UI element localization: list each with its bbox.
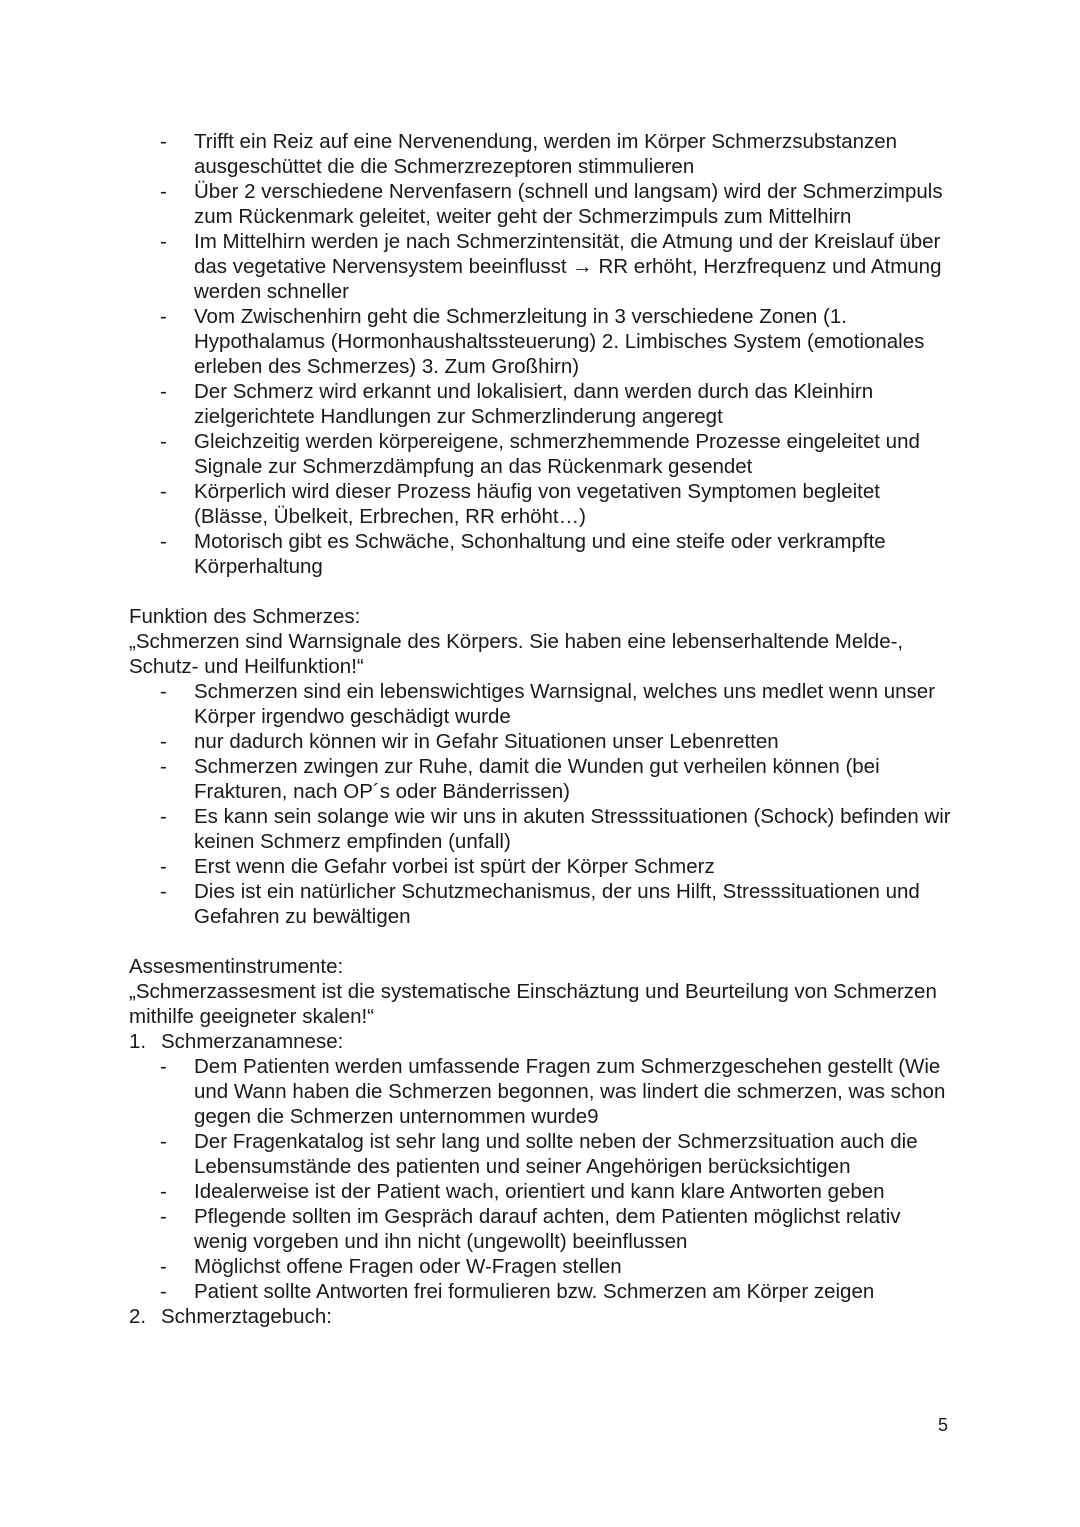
assessment-quote: „Schmerzassesment ist die systematische Einschäztung und Beurteilung von Schmerzen mithilfe geeigneter skalen!“	[129, 980, 937, 1028]
list-item: - Vom Zwischenhirn geht die Schmerzleitung in 3 verschiedene Zonen (1. Hypothalamus (Hormonhaushaltssteuerung) 2. Limbisches System (emotionales erleben des Schmerzes) 3. Zum Großhirn)	[129, 304, 959, 379]
list-item: - Erst wenn die Gefahr vorbei ist spürt der Körper Schmerz	[129, 854, 959, 879]
list-item: - Dem Patienten werden umfassende Fragen zum Schmerzgeschehen gestellt (Wie und Wann haben die Schmerzen begonnen, was lindert die schmerzen, was schon gegen die Schmerzen unternommen wurde9	[129, 1054, 959, 1129]
anamnese-bullet-list	[129, 1054, 959, 1304]
list-item: - Schmerzen sind ein lebenswichtiges Warnsignal, welches uns medlet wenn unser Körper irgendwo geschädigt wurde	[129, 679, 959, 729]
numbered-item-schmerztagebuch	[129, 1304, 959, 1329]
spacer	[129, 929, 959, 954]
function-quote: „Schmerzen sind Warnsignale des Körpers. Sie haben eine lebenserhaltende Melde-, Schutz- und Heilfunktion!“	[129, 630, 904, 678]
list-item: - Es kann sein solange wie wir uns in akuten Stresssituationen (Schock) befinden wir keinen Schmerz empfinden (unfall)	[129, 804, 959, 854]
function-bullet-list	[129, 679, 959, 929]
list-item: - Trifft ein Reiz auf eine Nervenendung, werden im Körper Schmerzsubstanzen ausgeschüttet die die Schmerzrezeptoren stimmulieren	[129, 129, 959, 179]
list-item: - Motorisch gibt es Schwäche, Schonhaltung und eine steife oder verkrampfte Körperhaltung	[129, 529, 959, 579]
list-item: - Pflegende sollten im Gespräch darauf achten, dem Patienten möglichst relativ wenig vorgeben und ihn nicht (ungewollt) beeinflussen	[129, 1204, 959, 1254]
list-item: - Körperlich wird dieser Prozess häufig von vegetativen Symptomen begleitet (Blässe, Übelkeit, Erbrechen, RR erhöht…)	[129, 479, 959, 529]
intro-bullet-list	[129, 129, 959, 579]
list-item: - Der Schmerz wird erkannt und lokalisiert, dann werden durch das Kleinhirn zielgerichtete Handlungen zur Schmerzlinderung angeregt	[129, 379, 959, 429]
list-item: - Dies ist ein natürlicher Schutzmechanismus, der uns Hilft, Stresssituationen und Gefahren zu bewältigen	[129, 879, 959, 929]
list-item: - Möglichst offene Fragen oder W-Fragen stellen	[129, 1254, 959, 1279]
item-label: Schmerztagebuch:	[161, 1305, 332, 1328]
list-item: - Patient sollte Antworten frei formulieren bzw. Schmerzen am Körper zeigen	[129, 1279, 959, 1304]
page-number: 5	[938, 1415, 949, 1435]
list-item: - Idealerweise ist der Patient wach, orientiert und kann klare Antworten geben	[129, 1179, 959, 1204]
spacer	[129, 579, 959, 604]
list-item: - nur dadurch können wir in Gefahr Situationen unser Lebenretten	[129, 729, 959, 754]
list-item: - Der Fragenkatalog ist sehr lang und sollte neben der Schmerzsituation auch die Lebensumstände des patienten und seiner Angehörigen berücksichtigen	[129, 1129, 959, 1179]
list-item: - Gleichzeitig werden körpereigene, schmerzhemmende Prozesse eingeleitet und Signale zur Schmerzdämpfung an das Rückenmark gesendet	[129, 429, 959, 479]
list-item: - Im Mittelhirn werden je nach Schmerzintensität, die Atmung und der Kreislauf über das vegetative Nervensystem beeinflusst → RR erhöht, Herzfrequenz und Atmung werden schneller	[129, 229, 959, 304]
list-item: - Schmerzen zwingen zur Ruhe, damit die Wunden gut verheilen können (bei Frakturen, nach OP´s oder Bänderrissen)	[129, 754, 959, 804]
list-item: - Über 2 verschiedene Nervenfasern (schnell und langsam) wird der Schmerzimpuls zum Rückenmark geleitet, weiter geht der Schmerzimpuls zum Mittelhirn	[129, 179, 959, 229]
item-number: 2.	[129, 1305, 147, 1328]
page-content	[129, 129, 959, 1329]
function-heading: Funktion des Schmerzes:	[129, 605, 361, 628]
assessment-heading: Assesmentinstrumente:	[129, 955, 344, 978]
item-number: 1.	[129, 1030, 147, 1053]
numbered-item-schmerzanamnese	[129, 1029, 959, 1054]
item-label: Schmerzanamnese:	[161, 1030, 344, 1053]
